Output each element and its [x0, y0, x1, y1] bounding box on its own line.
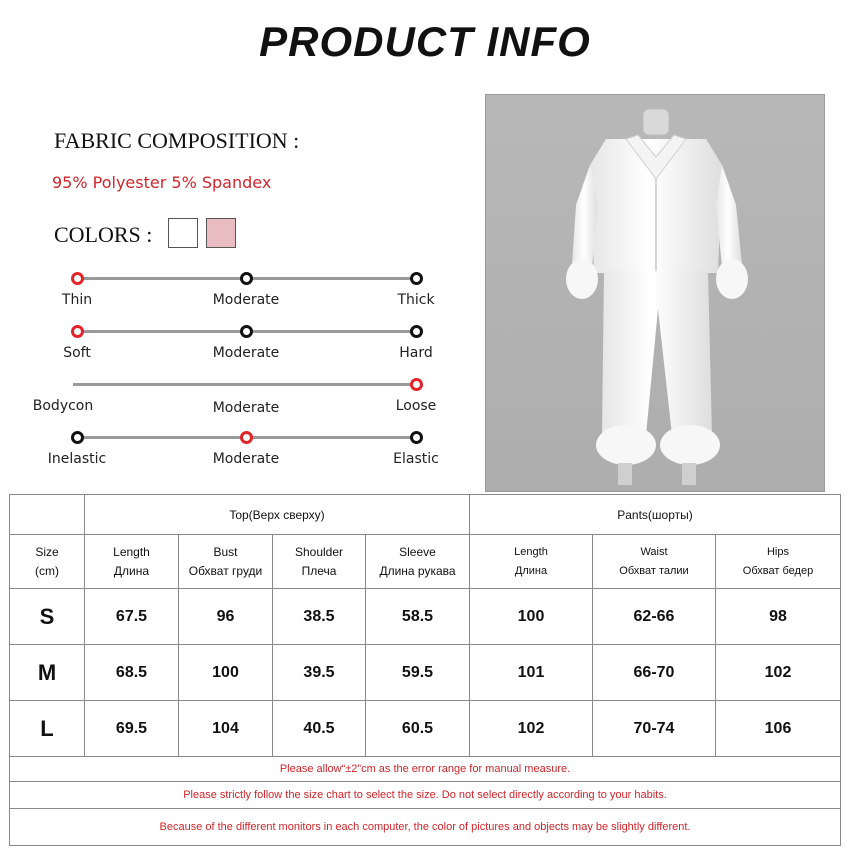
column-header-shoulder — [273, 535, 366, 589]
column-header-en: Waist — [640, 545, 668, 558]
column-header-waist — [593, 535, 716, 589]
size-cell: L — [10, 701, 85, 757]
table-cell: 98 — [716, 589, 841, 645]
column-header-en: Hips — [766, 545, 789, 558]
column-header-ru: Длина — [514, 564, 548, 577]
elasticity-scale — [47, 429, 439, 479]
size-cell: S — [10, 589, 85, 645]
top-group-header: Top(Верх сверху) — [85, 495, 470, 535]
scale-label-left: Inelastic — [47, 451, 107, 467]
table-cell: 101 — [470, 645, 593, 701]
column-header-ru: Обхват груди — [188, 563, 263, 578]
scale-label-right: Hard — [399, 345, 433, 361]
column-header-en: Length — [113, 544, 150, 559]
scale-dot-left — [71, 272, 84, 285]
scale-label-right: Thick — [397, 292, 435, 308]
column-header-ru: Длина — [113, 563, 150, 578]
table-cell: 66-70 — [593, 645, 716, 701]
column-header-en: Bust — [213, 544, 238, 559]
page-title: PRODUCT INFO — [259, 18, 591, 65]
scale-label-middle: Moderate — [212, 451, 280, 467]
table-cell: 106 — [716, 701, 841, 757]
column-header-ru: Плеча — [301, 563, 337, 578]
table-row — [10, 589, 841, 645]
table-cell: 70-74 — [593, 701, 716, 757]
scale-label-middle: Moderate — [212, 292, 280, 308]
scale-label-middle: Moderate — [212, 400, 280, 416]
table-cell: 38.5 — [273, 589, 366, 645]
scale-label-right: Loose — [395, 398, 437, 414]
table-corner-cell — [10, 495, 85, 535]
note-row — [10, 809, 841, 846]
table-row — [10, 701, 841, 757]
column-header-bust — [179, 535, 273, 589]
note-row — [10, 782, 841, 809]
scale-label-middle: Moderate — [212, 345, 280, 361]
size-header-label: Size — [35, 544, 59, 559]
note-row — [10, 757, 841, 782]
scale-dot-left — [71, 325, 84, 338]
scale-label-left: Soft — [63, 345, 91, 361]
fabric-composition-value: 95% Polyester 5% Spandex — [52, 173, 272, 192]
table-cell: 102 — [716, 645, 841, 701]
color-swatch-pink[interactable] — [206, 218, 236, 248]
size-header-cell — [10, 535, 85, 589]
table-column-header-row — [10, 535, 841, 589]
table-row — [10, 645, 841, 701]
fit-scale — [32, 376, 437, 426]
mannequin-illustration — [486, 95, 825, 492]
color-swatch-white[interactable] — [168, 218, 198, 248]
column-header-hips — [716, 535, 841, 589]
column-header-ru: Обхват талии — [619, 564, 689, 577]
table-cell: 96 — [179, 589, 273, 645]
fabric-composition-label: FABRIC COMPOSITION : — [54, 128, 300, 153]
column-header-sleeve — [366, 535, 470, 589]
scale-track — [73, 383, 416, 386]
column-header-top-length — [85, 535, 179, 589]
table-group-header-row — [10, 495, 841, 535]
scale-dot-middle — [240, 431, 253, 444]
scale-dot-right — [410, 272, 423, 285]
table-cell: 62-66 — [593, 589, 716, 645]
scale-label-right: Elastic — [393, 451, 439, 467]
scale-label-left: Thin — [61, 292, 93, 308]
column-header-en: Sleeve — [399, 544, 436, 559]
column-header-ru: Обхват бедер — [742, 564, 814, 577]
table-cell: 67.5 — [85, 589, 179, 645]
colors-label: COLORS : — [54, 222, 153, 247]
column-header-ru: Длина рукава — [379, 563, 456, 578]
scale-label-left: Bodycon — [32, 398, 94, 414]
scale-dot-left — [71, 431, 84, 444]
table-cell: 102 — [470, 701, 593, 757]
thickness-scale — [60, 270, 435, 320]
table-cell: 104 — [179, 701, 273, 757]
softness-scale — [60, 323, 433, 373]
column-header-en: Length — [514, 545, 548, 558]
note-error-range: Please allow“±2”cm as the error range for manual measure. — [10, 757, 841, 782]
table-cell: 39.5 — [273, 645, 366, 701]
table-cell: 40.5 — [273, 701, 366, 757]
column-header-en: Shoulder — [294, 544, 344, 559]
size-header-unit: (cm) — [35, 563, 59, 578]
pants-group-header: Pants(шорты) — [470, 495, 841, 535]
note-follow-chart: Please strictly follow the size chart to select the size. Do not select directly according to your habits. — [10, 782, 841, 809]
table-cell: 69.5 — [85, 701, 179, 757]
size-chart-table — [9, 494, 841, 846]
product-photo — [485, 94, 825, 492]
column-header-pants-length — [470, 535, 593, 589]
scale-dot-right — [410, 378, 423, 391]
scale-dot-right — [410, 325, 423, 338]
table-cell: 100 — [179, 645, 273, 701]
table-cell: 59.5 — [366, 645, 470, 701]
table-cell: 100 — [470, 589, 593, 645]
scale-dot-middle — [240, 325, 253, 338]
note-color-difference: Because of the different monitors in each computer, the color of pictures and objects may be slightly different. — [10, 809, 841, 846]
table-cell: 68.5 — [85, 645, 179, 701]
size-cell: M — [10, 645, 85, 701]
table-cell: 60.5 — [366, 701, 470, 757]
scale-dot-middle — [240, 272, 253, 285]
table-cell: 58.5 — [366, 589, 470, 645]
scale-dot-right — [410, 431, 423, 444]
